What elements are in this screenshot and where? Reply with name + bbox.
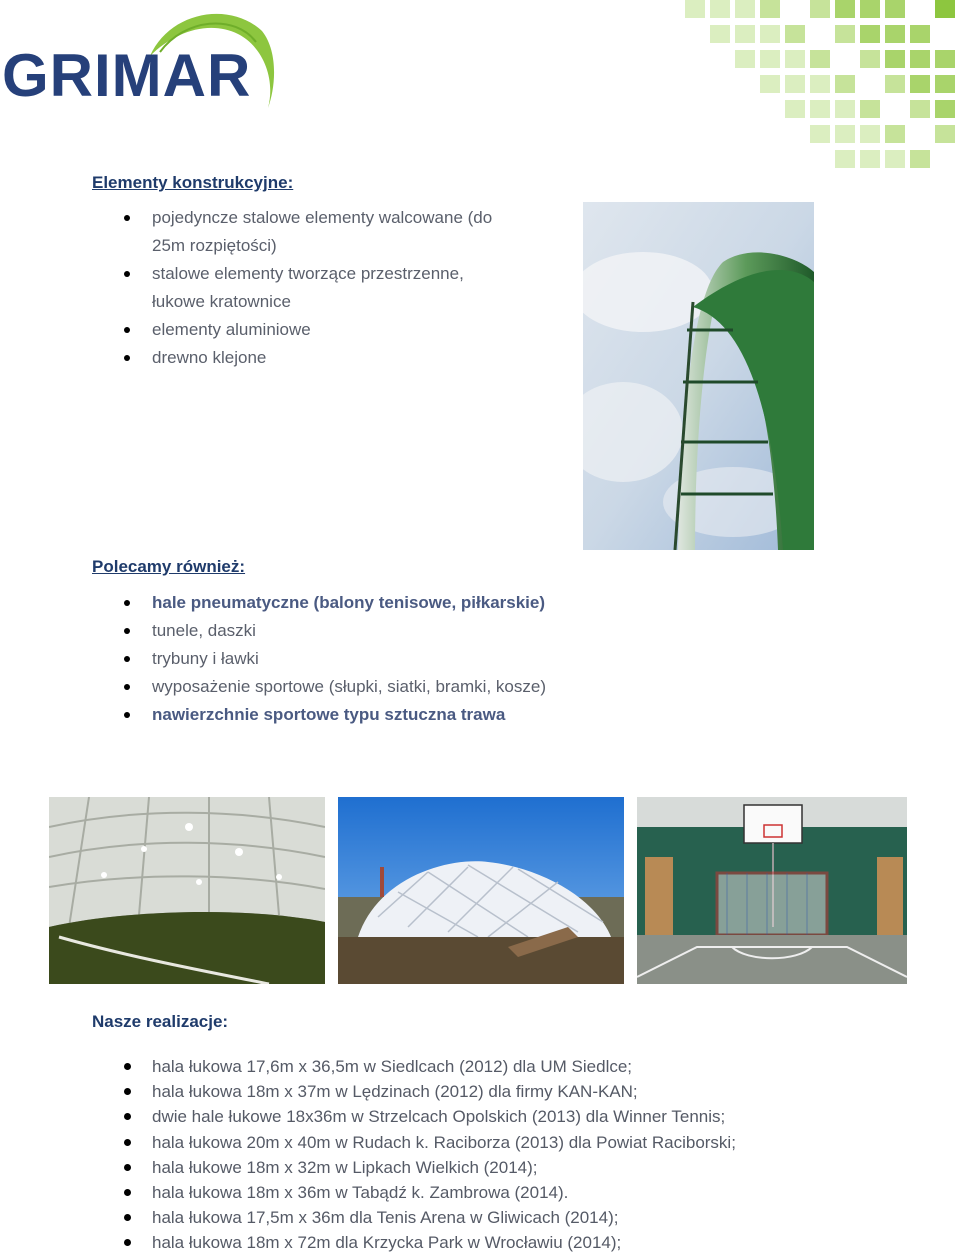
mosaic-square [685,0,705,18]
mosaic-square [885,50,905,68]
mosaic-square [860,0,880,18]
mosaic-square [935,75,955,93]
mosaic-square [810,50,830,68]
indoor-dome-photo [49,797,325,984]
mosaic-square [710,25,730,43]
mosaic-square [835,75,855,93]
mosaic-square [785,50,805,68]
list-item: trybuny i ławki [92,645,692,673]
list-item-continuation: łukowe kratownice [152,292,291,311]
list-item: hala łukowa 18m x 36m w Tabądź k. Zambrowa (2014). [92,1180,852,1205]
list-item: drewno klejone [92,344,562,372]
list-item: hala łukowa 17,6m x 36,5m w Siedlcach (2012) dla UM Siedlce; [92,1054,852,1079]
recommend-list [92,589,692,729]
mosaic-square [860,100,880,118]
mosaic-square [735,25,755,43]
mosaic-square [835,125,855,143]
mosaic-square [735,0,755,18]
mosaic-square [860,125,880,143]
mosaic-square [885,125,905,143]
list-item-continuation: 25m rozpiętości) [152,236,277,255]
mosaic-square [785,25,805,43]
mosaic-square [760,25,780,43]
realizations-list [92,1054,852,1256]
mosaic-square [810,75,830,93]
mosaic-square [760,50,780,68]
mosaic-square [760,75,780,93]
mosaic-square [885,0,905,18]
constructive-list [92,204,562,372]
mosaic-square [710,0,730,18]
outdoor-dome-photo [338,797,624,984]
decorative-mosaic [660,0,960,175]
mosaic-square [810,125,830,143]
list-item: wyposażenie sportowe (słupki, siatki, bramki, kosze) [92,673,692,701]
mosaic-square [935,100,955,118]
list-item: nawierzchnie sportowe typu sztuczna trawa [92,701,692,729]
mosaic-square [910,150,930,168]
mosaic-square [910,25,930,43]
arch-structure-photo [583,202,814,550]
list-item: hala łukowa 17,5m x 36m dla Tenis Arena w Gliwicach (2014); [92,1205,852,1230]
list-item: hala łukowe 18m x 32m w Lipkach Wielkich (2014); [92,1155,852,1180]
logo-text: GRIMAR [2,42,252,109]
mosaic-square [735,50,755,68]
mosaic-square [910,100,930,118]
mosaic-square [760,0,780,18]
mosaic-square [860,25,880,43]
mosaic-square [785,75,805,93]
mosaic-square [860,150,880,168]
list-item: dwie hale łukowe 18x36m w Strzelcach Opolskich (2013) dla Winner Tennis; [92,1104,852,1129]
list-item: hala łukowa 18m x 72m dla Krzycka Park w Wrocławiu (2014); [92,1230,852,1255]
list-item: hala łukowa 18m x 37m w Lędzinach (2012) dla firmy KAN-KAN; [92,1079,852,1104]
mosaic-square [835,150,855,168]
sports-hall-photo [637,797,907,984]
mosaic-square [835,0,855,18]
company-logo [0,6,290,116]
list-item: hala łukowa 20m x 40m w Rudach k. Raciborza (2013) dla Powiat Raciborski; [92,1130,852,1155]
mosaic-square [810,100,830,118]
mosaic-square [935,125,955,143]
realizations-heading: Nasze realizacje: [92,1012,229,1031]
mosaic-square [810,0,830,18]
list-item: stalowe elementy tworzące przestrzenne, [92,260,562,288]
mosaic-square [835,25,855,43]
mosaic-square [910,75,930,93]
list-item: hale pneumatyczne (balony tenisowe, piłkarskie) [92,589,692,617]
mosaic-square [885,75,905,93]
mosaic-square [835,100,855,118]
recommend-heading: Polecamy również: [92,557,246,576]
mosaic-square [785,100,805,118]
mosaic-square [935,0,955,18]
list-item: pojedyncze stalowe elementy walcowane (do [92,204,562,232]
mosaic-square [885,150,905,168]
mosaic-square [910,50,930,68]
list-item: elementy aluminiowe [92,316,562,344]
mosaic-square [885,25,905,43]
constructive-heading: Elementy konstrukcyjne: [92,173,294,192]
mosaic-square [935,50,955,68]
list-item: tunele, daszki [92,617,692,645]
mosaic-square [860,50,880,68]
